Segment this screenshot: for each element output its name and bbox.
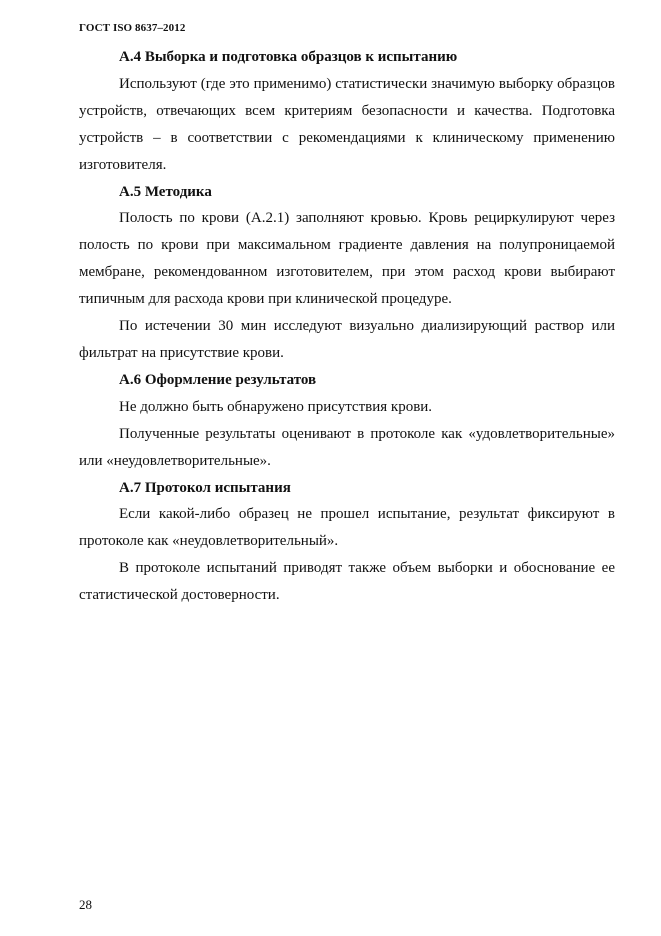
paragraph: По истечении 30 мин исследуют визуально диализирующий раствор или фильтрат на присутствие крови. (79, 318, 615, 361)
paragraph: В протоколе испытаний приводят также объем выборки и обоснование ее статистической достоверности. (79, 560, 615, 604)
section-heading: А.6 Оформление результатов (119, 371, 317, 388)
paragraph: Если какой-либо образец не прошел испытание, результат фиксируют в протоколе как «неудовлетворительный». (79, 506, 615, 550)
section-heading: А.7 Протокол испытания (119, 479, 291, 496)
section-a7 (79, 475, 615, 610)
paragraph: Используют (где это применимо) статистически значимую выборку образцов устройств, отвечающих всем критериям безопасности и качества. Подготовка устройств – в соответствии с рекомендациями к клиническому применению изготовителя. (79, 75, 615, 173)
section-a6 (79, 367, 615, 475)
section-heading: А.5 Методика (119, 183, 212, 200)
section-a5 (79, 179, 615, 367)
paragraph: Полученные результаты оценивают в протоколе как «удовлетворительные» или «неудовлетворительные». (79, 425, 615, 469)
document-body (79, 44, 615, 609)
document-header: ГОСТ ISO 8637–2012 (79, 22, 186, 34)
section-a4 (79, 44, 615, 179)
page-number: 28 (79, 897, 92, 912)
paragraph: Полость по крови (А.2.1) заполняют кровью. Кровь рециркулируют через полость по крови при максимальном градиенте давления на полупроницаемой мембране, рекомендованном изготовителем, при этом расход крови выбирают типичным для расхода крови при клинической процедуре. (79, 210, 615, 308)
paragraph: Не должно быть обнаружено присутствия крови. (119, 398, 433, 415)
section-heading: А.4 Выборка и подготовка образцов к испытанию (119, 49, 458, 65)
